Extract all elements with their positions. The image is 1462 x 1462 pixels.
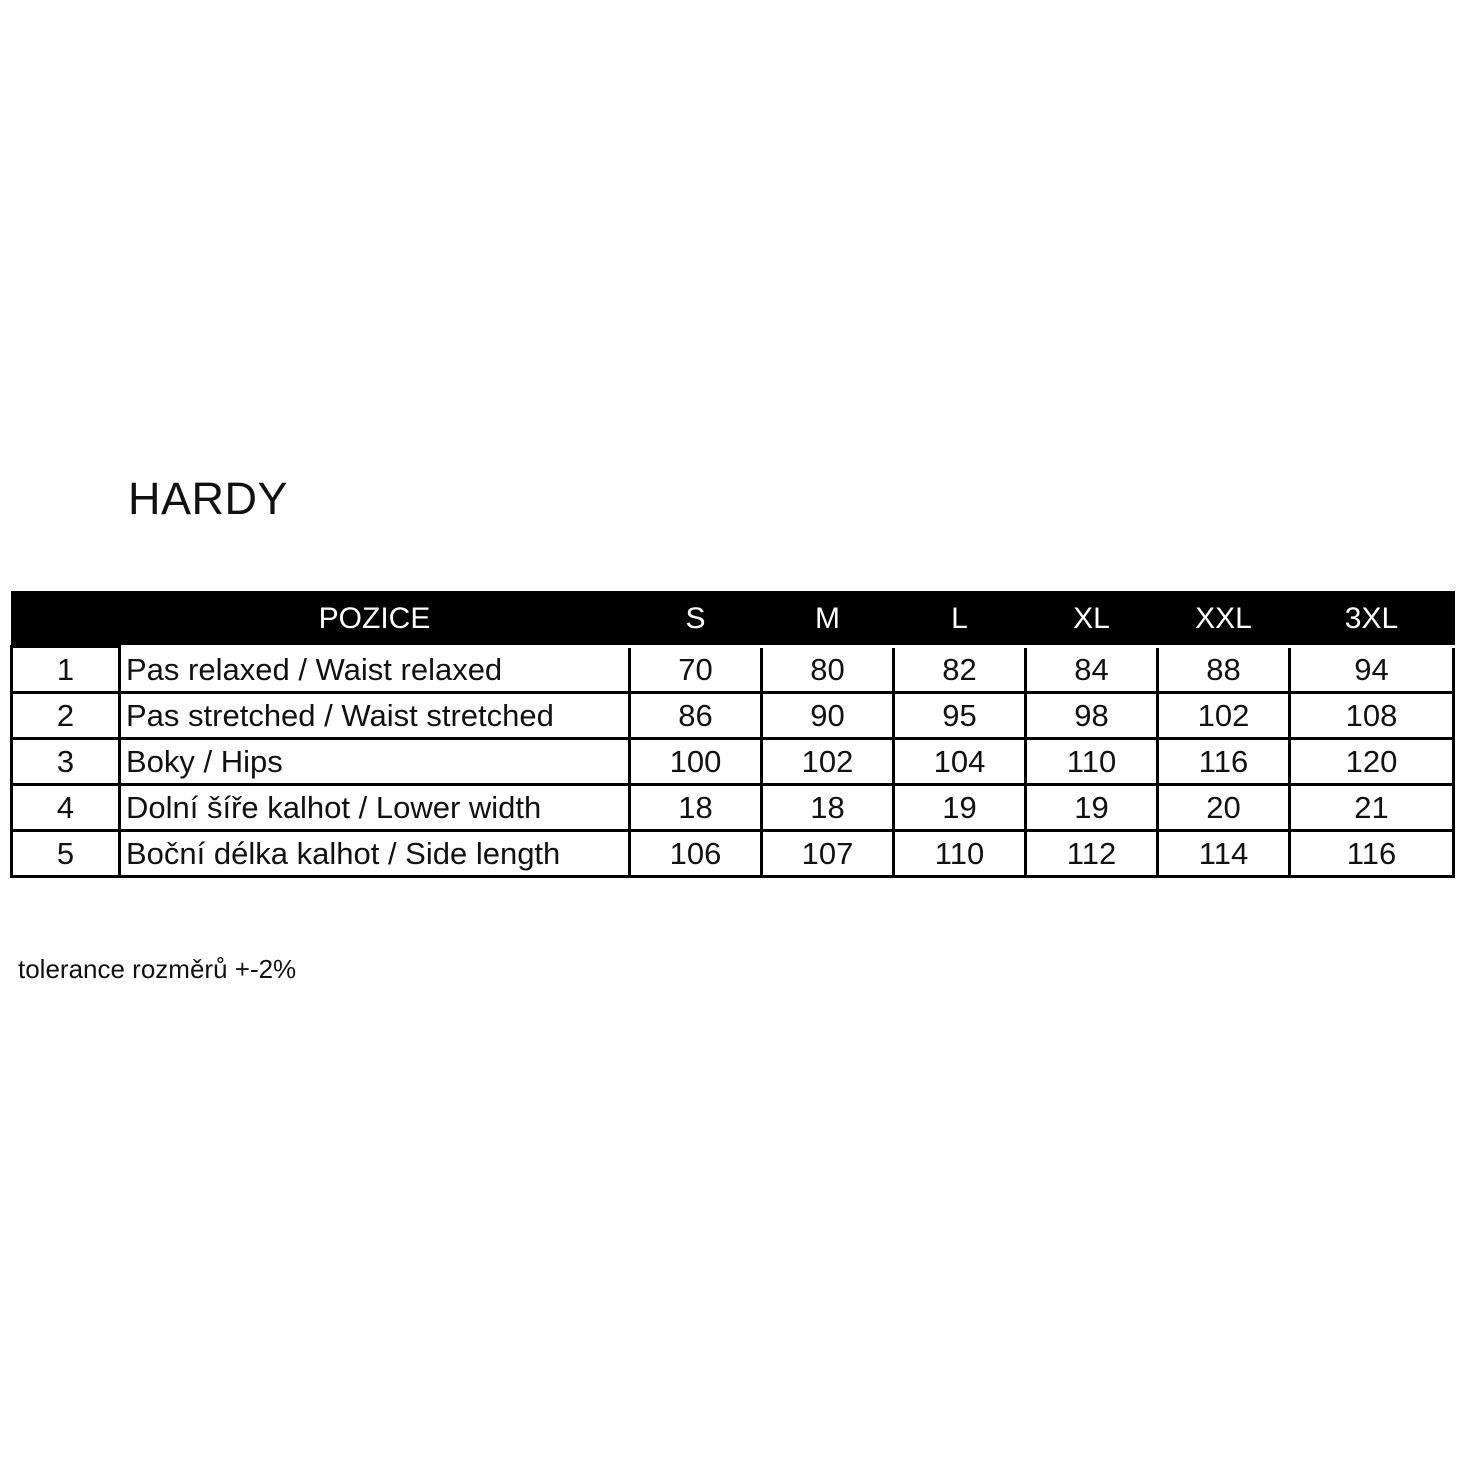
row-number: 4 (12, 785, 120, 831)
cell-value: 90 (762, 693, 894, 739)
row-label: Pas stretched / Waist stretched (120, 693, 630, 739)
cell-value: 116 (1158, 739, 1290, 785)
cell-value: 95 (894, 693, 1026, 739)
table-row (12, 785, 1454, 831)
cell-value: 21 (1290, 785, 1454, 831)
cell-value: 86 (630, 693, 762, 739)
cell-value: 107 (762, 831, 894, 877)
cell-value: 120 (1290, 739, 1454, 785)
table-row (12, 647, 1454, 693)
header-number (12, 592, 120, 647)
cell-value: 70 (630, 647, 762, 693)
cell-value: 110 (894, 831, 1026, 877)
page-title: HARDY (128, 473, 289, 524)
size-table (10, 591, 1455, 878)
tolerance-note: tolerance rozměrů +-2% (18, 954, 297, 984)
row-number: 2 (12, 693, 120, 739)
row-label: Dolní šíře kalhot / Lower width (120, 785, 630, 831)
cell-value: 102 (762, 739, 894, 785)
cell-value: 84 (1026, 647, 1158, 693)
row-label: Boční délka kalhot / Side length (120, 831, 630, 877)
header-size-xxl: XXL (1158, 592, 1290, 647)
header-size-xl: XL (1026, 592, 1158, 647)
header-size-3xl: 3XL (1290, 592, 1454, 647)
row-label: Boky / Hips (120, 739, 630, 785)
cell-value: 80 (762, 647, 894, 693)
table-row (12, 739, 1454, 785)
row-number: 1 (12, 647, 120, 693)
cell-value: 88 (1158, 647, 1290, 693)
cell-value: 82 (894, 647, 1026, 693)
cell-value: 106 (630, 831, 762, 877)
cell-value: 112 (1026, 831, 1158, 877)
row-label: Pas relaxed / Waist relaxed (120, 647, 630, 693)
cell-value: 116 (1290, 831, 1454, 877)
table-row (12, 693, 1454, 739)
cell-value: 18 (762, 785, 894, 831)
cell-value: 110 (1026, 739, 1158, 785)
cell-value: 104 (894, 739, 1026, 785)
table-row (12, 831, 1454, 877)
cell-value: 19 (1026, 785, 1158, 831)
cell-value: 100 (630, 739, 762, 785)
cell-value: 19 (894, 785, 1026, 831)
cell-value: 114 (1158, 831, 1290, 877)
header-size-l: L (894, 592, 1026, 647)
cell-value: 108 (1290, 693, 1454, 739)
cell-value: 20 (1158, 785, 1290, 831)
table-header-row (12, 592, 1454, 647)
cell-value: 94 (1290, 647, 1454, 693)
cell-value: 18 (630, 785, 762, 831)
cell-value: 102 (1158, 693, 1290, 739)
row-number: 3 (12, 739, 120, 785)
row-number: 5 (12, 831, 120, 877)
header-size-s: S (630, 592, 762, 647)
header-size-m: M (762, 592, 894, 647)
header-position: POZICE (120, 592, 630, 647)
cell-value: 98 (1026, 693, 1158, 739)
